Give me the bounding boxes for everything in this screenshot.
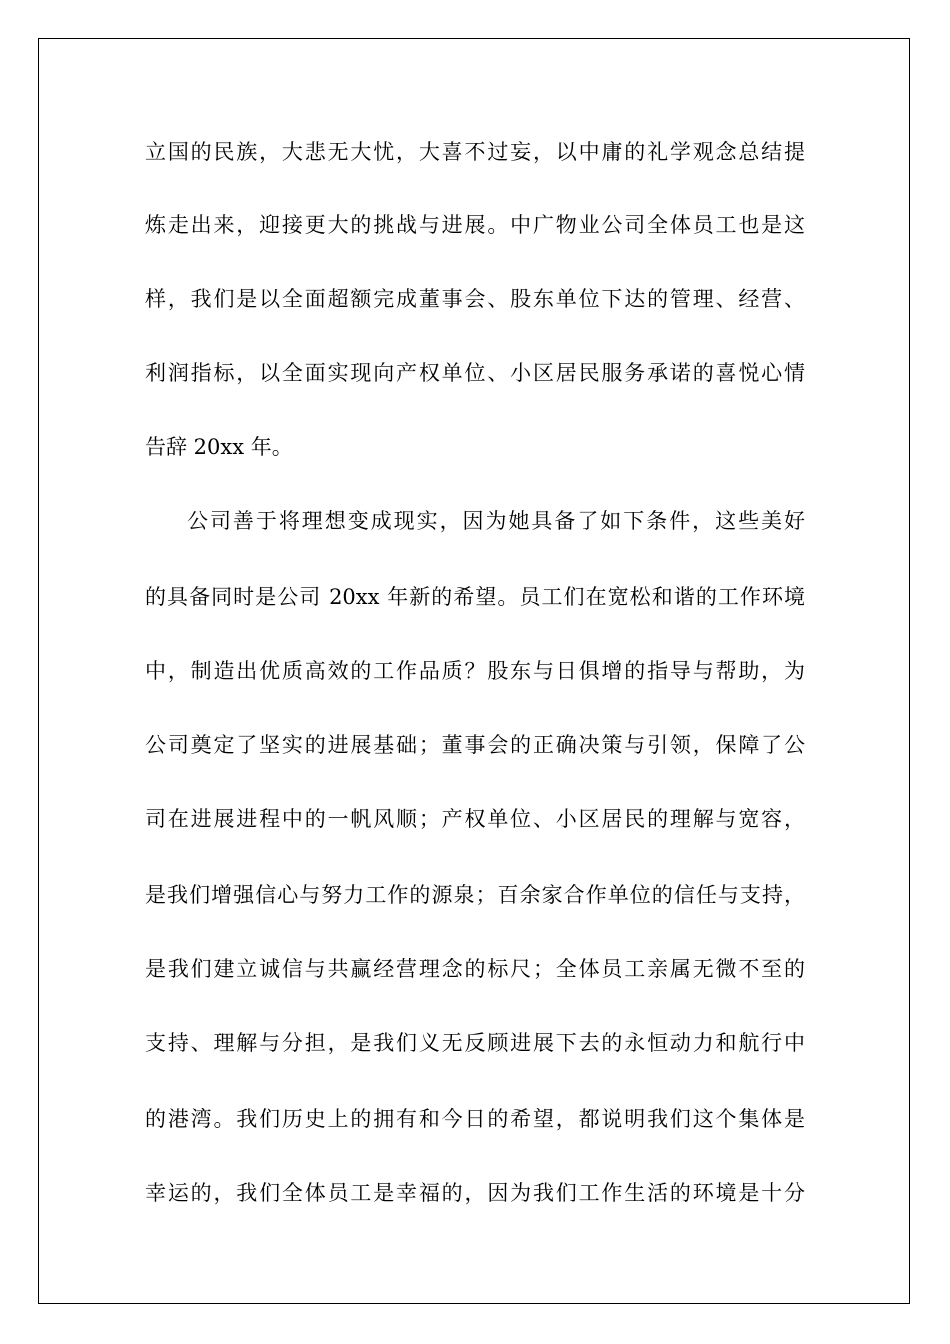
text-line: 是我们建立诚信与共赢经营理念的标尺；全体员工亲属无微不至的 (145, 957, 805, 981)
text-line: 支持、理解与分担，是我们义无反顾进展下去的永恒动力和航行中 (145, 1031, 805, 1055)
text-line: 炼走出来，迎接更大的挑战与进展。中广物业公司全体员工也是这 (145, 213, 805, 237)
text-line: 利润指标，以全面实现向产权单位、小区居民服务承诺的喜悦心情 (145, 361, 805, 385)
paragraph-first-line: 公司善于将理想变成现实，因为她具备了如下条件，这些美好 (187, 509, 805, 533)
text-line: 的具备同时是公司 20xx 年新的希望。员工们在宽松和谐的工作环境 (145, 585, 805, 609)
text-line: 立国的民族，大悲无大忧，大喜不过妄，以中庸的礼学观念总结提 (145, 140, 805, 164)
text-line: 是我们增强信心与努力工作的源泉；百余家合作单位的信任与支持， (145, 883, 805, 907)
text-line: 的港湾。我们历史上的拥有和今日的希望，都说明我们这个集体是 (145, 1107, 805, 1131)
text-line: 告辞 20xx 年。 (145, 435, 293, 459)
text-line: 样，我们是以全面超额完成董事会、股东单位下达的管理、经营、 (145, 287, 805, 311)
text-line: 公司奠定了坚实的进展基础；董事会的正确决策与引领，保障了公 (145, 733, 805, 757)
text-line: 幸运的，我们全体员工是幸福的，因为我们工作生活的环境是十分 (145, 1181, 805, 1205)
text-line: 司在进展进程中的一帆风顺；产权单位、小区居民的理解与宽容， (145, 807, 805, 831)
text-line: 中，制造出优质高效的工作品质？股东与日俱增的指导与帮助，为 (145, 659, 805, 683)
